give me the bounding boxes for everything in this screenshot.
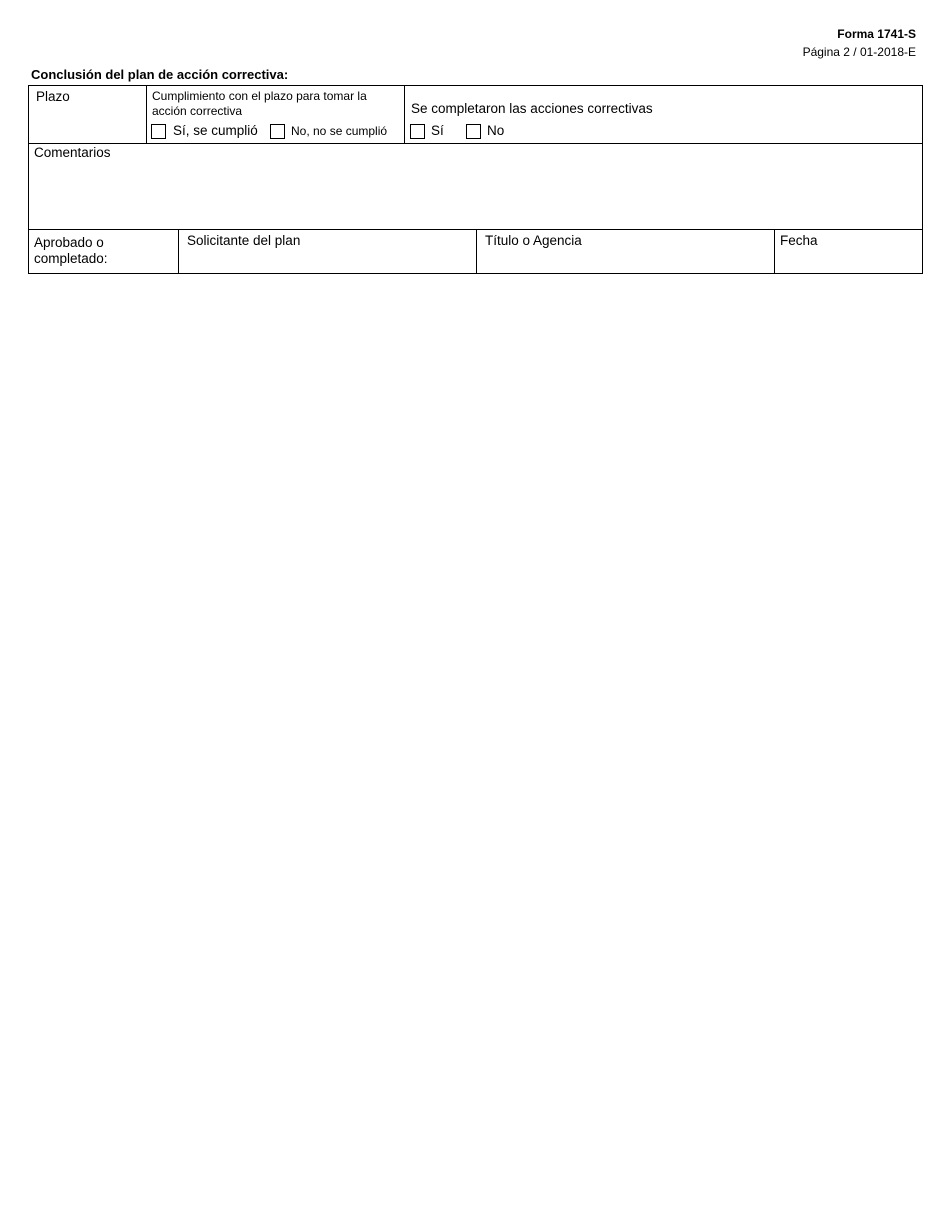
- compliance-label-line1: Cumplimiento con el plazo para tomar la: [152, 89, 367, 103]
- completed-no-label: No: [487, 123, 505, 138]
- completed-yes-label: Sí: [431, 123, 444, 138]
- comments-label: Comentarios: [34, 145, 111, 160]
- compliance-yes-label: Sí, se cumplió: [173, 123, 258, 138]
- applicant-label: Solicitante del plan: [187, 233, 301, 248]
- date-label: Fecha: [780, 233, 818, 248]
- section-title: Conclusión del plan de acción correctiva:: [31, 67, 289, 82]
- title-agency-label: Título o Agencia: [485, 233, 582, 248]
- compliance-label-line2: acción correctiva: [152, 104, 243, 118]
- approved-label-line2: completado:: [34, 251, 108, 266]
- compliance-yes-checkbox[interactable]: [151, 124, 166, 139]
- row-divider-1: [28, 143, 923, 144]
- row1-col-divider-1: [146, 85, 147, 143]
- completed-no-checkbox[interactable]: [466, 124, 481, 139]
- row3-col-divider-2: [476, 229, 477, 274]
- row3-col-divider-3: [774, 229, 775, 274]
- completed-yes-checkbox[interactable]: [410, 124, 425, 139]
- form-number: Forma 1741-S: [837, 27, 916, 41]
- compliance-no-label: No, no se cumplió: [291, 124, 388, 138]
- approved-label-line1: Aprobado o: [34, 235, 104, 250]
- compliance-no-checkbox[interactable]: [270, 124, 285, 139]
- completed-actions-label: Se completaron las acciones correctivas: [411, 101, 653, 116]
- row3-col-divider-1: [178, 229, 179, 274]
- row1-col-divider-2: [404, 85, 405, 143]
- plazo-label: Plazo: [36, 89, 70, 104]
- page-info: Página 2 / 01-2018-E: [802, 45, 916, 59]
